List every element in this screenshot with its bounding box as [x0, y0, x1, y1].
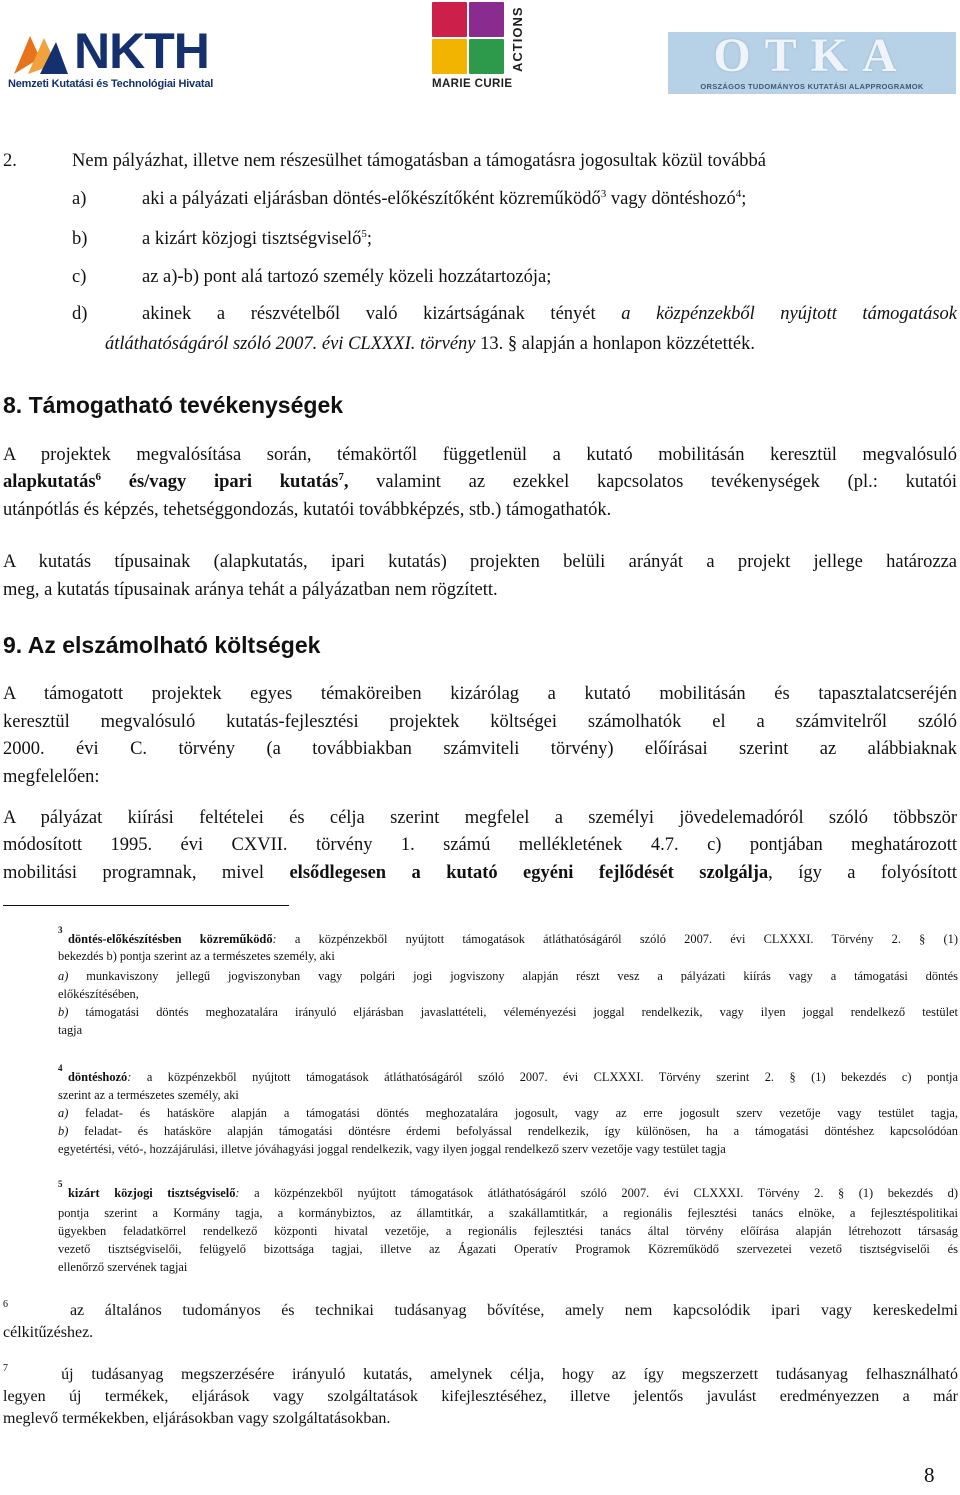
nkth-logo	[4, 22, 244, 90]
otka-subtitle: ORSZÁGOS TUDOMÁNYOS KUTATÁSI ALAPPROGRAMOK	[700, 82, 924, 91]
otka-logo	[668, 29, 956, 94]
footnote-7-line-1	[3, 1364, 958, 1386]
s8-p1-line-2	[3, 468, 957, 496]
footnote-ref-5[interactable]: 5	[361, 228, 367, 240]
nkth-subtitle: Nemzeti Kutatási és Technológiai Hivatal	[8, 78, 214, 90]
footnote-4-sub-b: b)	[58, 1124, 69, 1138]
item-d-text-2: 13. § alapján a honlapon közzétették.	[475, 334, 755, 354]
footnote-4-line-3	[58, 1105, 958, 1122]
footnote-5-line-2: pontja szerint a Kormány tagja, a kormánybiztos, az államtitkár, a szakállamtitkár, a regionális fejlesztési tanács elnöke, a fejlesztéspolitikai	[58, 1206, 958, 1220]
footnote-5-line-3: ügyekben feladatkörrel rendelkező központi hivatal vezetője, a regionális fejlesztési tanács által törvény előírása alapján létrehozott társaság	[58, 1224, 958, 1238]
footnote-3-sub-b-text: támogatási döntés meghozatalára irányuló eljárásban javaslattételi, véleményezési joggal rendelkezik, vagy ilyen joggal rendelkező testület	[68, 1005, 958, 1019]
s8-p1-line-1: A projektek megvalósítása során, témakörtől függetlenül a kutató mobilitásán keresztül megvalósuló	[3, 445, 957, 465]
otka-wordmark: OTKA	[713, 29, 911, 82]
s9-p1-line-1: A támogatott projektek egyes témaköreiben kizárólag a kutató mobilitásán és tapasztalatcseréjén	[3, 684, 957, 704]
footnote-4-line-1	[68, 1069, 958, 1086]
footnote-3-colon: :	[272, 932, 277, 946]
s9-p1-line-2: keresztül megvalósuló kutatás-fejlesztési projektek költségei számolhatók el a számvitelről szóló	[3, 712, 957, 732]
s8-p2-line-2: meg, a kutatás típusainak aránya tehát a pályázatban nem rögzített.	[3, 580, 498, 600]
footnote-3-line-4: előkészítésében,	[58, 987, 139, 1001]
footnote-6-line-1	[3, 1300, 958, 1322]
industrial-research-term: és/vagy ipari kutatás	[101, 472, 339, 492]
footnote-4-line-2: szerint az a természetes személy, aki	[58, 1088, 239, 1102]
item-c-text: az a)-b) pont alá tartozó személy közeli hozzátartozója;	[142, 267, 552, 287]
item-a-text-3: ;	[741, 189, 747, 209]
footnote-ref-4[interactable]: 4	[735, 188, 742, 200]
item-b-label: b)	[72, 229, 88, 249]
s9-p2-line-3-start: mobilitási programnak, mivel	[3, 863, 290, 883]
section-2-intro: Nem pályázhat, illetve nem részesülhet támogatásban a támogatásra jogosultak közül továbbá	[72, 151, 767, 171]
mc-name-text: MARIE CURIE	[432, 78, 513, 90]
footnote-3-line-3	[58, 968, 958, 985]
marie-curie-logo	[432, 2, 527, 96]
item-d-text-1: akinek a részvételből való kizártságának tényét	[142, 304, 622, 324]
footnote-5-line-5: ellenőrző szervének tagjai	[58, 1260, 188, 1274]
footnote-5-line-1	[68, 1185, 958, 1202]
footnote-6-marker: 6	[3, 1299, 8, 1310]
item-a-text	[142, 185, 746, 213]
law-title-part-1: a közpénzekből nyújtott támogatások	[621, 304, 957, 324]
footnote-3-line-6: tagja	[58, 1023, 83, 1037]
footnote-3-sub-b: b)	[58, 1005, 69, 1019]
s9-emphasis: elsődlegesen a kutató egyéni fejlődését szolgálja	[289, 863, 769, 883]
marie-curie-portrait-icon	[432, 2, 504, 74]
item-c-label: c)	[72, 267, 87, 287]
s9-p2-line-3	[3, 859, 957, 887]
item-b-text-2: ;	[366, 229, 373, 249]
section-9-heading: 9. Az elszámolható költségek	[3, 632, 321, 658]
footnote-3-line-5	[58, 1004, 958, 1021]
footnote-3-sub-a: a)	[58, 969, 69, 983]
footnote-5-colon: :	[235, 1186, 240, 1200]
footnote-7-text: új tudásanyag megszerzésére irányuló kutatás, amelynek célja, hogy az így megszerzett tudásanyag felhasználható	[61, 1366, 958, 1383]
mc-actions-text: ACTIONS	[510, 6, 525, 72]
s9-p2-line-2: módosított 1995. évi CXVII. törvény 1. számú mellékletének 4.7. c) pontjában meghatározott	[3, 835, 957, 855]
item-b-text	[142, 225, 372, 253]
footnote-ref-7[interactable]: 7	[338, 471, 344, 483]
section-2-number: 2.	[3, 151, 17, 171]
nkth-wordmark: NKTH	[74, 23, 209, 79]
footnote-6-text: az általános tudományos és technikai tudásanyag bővítése, amely nem kapcsolódik ipari vagy kereskedelmi	[69, 1302, 958, 1319]
item-b-text-1: a kizárt közjogi tisztségviselő	[142, 229, 362, 249]
s8-p1-line-3: utánpótlás és képzés, tehetséggondozás, kutatói továbbképzés, stb.) támogathatók.	[3, 500, 612, 520]
footnote-7	[3, 1356, 958, 1428]
s9-p2-line-3-end: , így a folyósított	[768, 863, 957, 883]
footnote-5-number	[58, 1180, 63, 1197]
footnote-7-marker: 7	[3, 1363, 8, 1374]
header-logos	[0, 0, 960, 100]
footnote-ref-3[interactable]: 3	[600, 188, 607, 200]
footnote-3-term: döntés-előkészítésben közreműködő	[68, 932, 273, 946]
basic-research-term: alapkutatás	[3, 472, 96, 492]
footnote-4-sub-b-text: feladat- és hatásköre alapján támogatási döntésre érdemi befolyással rendelkezik, így különösen, ha a támogatási döntéshez kapcsolódóan	[68, 1124, 958, 1138]
law-title-part-2: átláthatóságáról szóló 2007. évi CLXXXI. törvény	[105, 334, 476, 354]
footnote-3-marker: 3	[58, 925, 63, 935]
item-d-line-1	[142, 300, 957, 328]
s9-p1-line-3: 2000. évi C. törvény (a továbbiakban számviteli törvény) előírásai szerint az alábbiaknak	[3, 739, 957, 759]
footnote-4-line-1-rest: a közpénzekből nyújtott támogatások átláthatóságáról szóló 2007. évi CLXXXI. Törvény szerint 2. § (1) bekezdés c) pontja	[131, 1070, 958, 1084]
footnote-3-line-1	[68, 931, 958, 948]
footnote-3-line-2: bekezdés b) pontja szerint az a természetes személy, aki	[58, 949, 335, 963]
footnote-5-line-1-rest: a közpénzekből nyújtott támogatások átláthatóságáról szóló 2007. évi CLXXXI. Törvény 2. § (1) bekezdés d)	[239, 1186, 958, 1200]
s8-p1-line-2-rest: valamint az ezekkel kapcsolatos tevékenységek (pl.: kutatói	[348, 472, 957, 492]
footnote-6	[3, 1298, 958, 1346]
footnote-4-line-5: egyetértési, vétó-, hozzájárulási, illetve jóváhagyási joggal rendelkezik, vagy ilyen joggal rendelkező szerv vezetője vagy testület tagja	[58, 1142, 726, 1156]
footnote-5-term: kizárt közjogi tisztségviselő	[68, 1186, 236, 1200]
footnote-4-term: döntéshozó	[68, 1070, 128, 1084]
mc-tile-4	[469, 39, 504, 74]
footnote-4-sub-a: a)	[58, 1106, 69, 1120]
footnote-4-line-4	[58, 1123, 958, 1140]
item-a-text-1: aki a pályázati eljárásban döntés-előkészítőként közreműködő	[142, 189, 601, 209]
s8-p2-line-1: A kutatás típusainak (alapkutatás, ipari kutatás) projekten belüli arányát a projekt jellege határozza	[3, 552, 957, 572]
footnote-4-sub-a-text: feladat- és hatásköre alapján a támogatási döntés meghozatalára jogosult, vagy az erre jogosult szerv vezetője vagy testület tagja,	[68, 1106, 958, 1120]
footnote-7-line-3: meglevő termékekben, eljárásokban vagy szolgáltatásokban.	[3, 1410, 391, 1427]
footnote-4-number	[58, 1064, 63, 1081]
nkth-mark-icon	[10, 28, 72, 78]
footnote-3-number	[58, 926, 63, 943]
footnote-7-line-2: legyen új termékek, eljárások vagy szolgáltatások kifejlesztéséhez, illetve jelentős javulást eredményezzen a már	[3, 1388, 958, 1405]
footnote-ref-6[interactable]: 6	[95, 471, 102, 483]
s9-p2-line-1: A pályázat kiírási feltételei és célja szerint megfelel a személyi jövedelemadóról szóló többször	[3, 808, 957, 828]
item-a-label: a)	[72, 189, 87, 209]
s9-p1-line-4: megfelelően:	[3, 767, 100, 787]
item-d-line-2	[105, 330, 755, 358]
item-d-label: d)	[72, 304, 88, 324]
footnote-3-line-1-rest: a közpénzekből nyújtott támogatások átláthatóságáról szóló 2007. évi CLXXXI. Törvény 2. § (1)	[276, 932, 959, 946]
footnote-4-colon: :	[127, 1070, 132, 1084]
footnote-separator	[3, 905, 289, 906]
mc-tile-2	[469, 2, 504, 37]
item-a-text-2: vagy döntéshozó	[606, 189, 736, 209]
footnote-5-marker: 5	[58, 1179, 63, 1189]
footnote-6-line-2: célkitűzéshez.	[3, 1324, 94, 1341]
page-number: 8	[924, 1463, 935, 1487]
footnote-4-marker: 4	[58, 1063, 63, 1073]
section-8-heading: 8. Támogatható tevékenységek	[3, 392, 344, 418]
mc-tile-3	[432, 39, 467, 74]
footnote-5-line-4: vezető tisztségviselői, felügyelő bizottsága tagjai, illetve az Ágazati Operatív Programok Közreműködő szervezetei vezető tisztségviselői és	[58, 1242, 958, 1256]
footnote-3-sub-a-text: munkaviszony jellegű jogviszonyban vagy polgári jogi jogviszony alapján részt vesz a pályázati kiírás vagy a támogatási döntés	[68, 969, 958, 983]
mc-tile-1	[432, 2, 467, 37]
s8-p1-comma: ,	[343, 472, 349, 492]
